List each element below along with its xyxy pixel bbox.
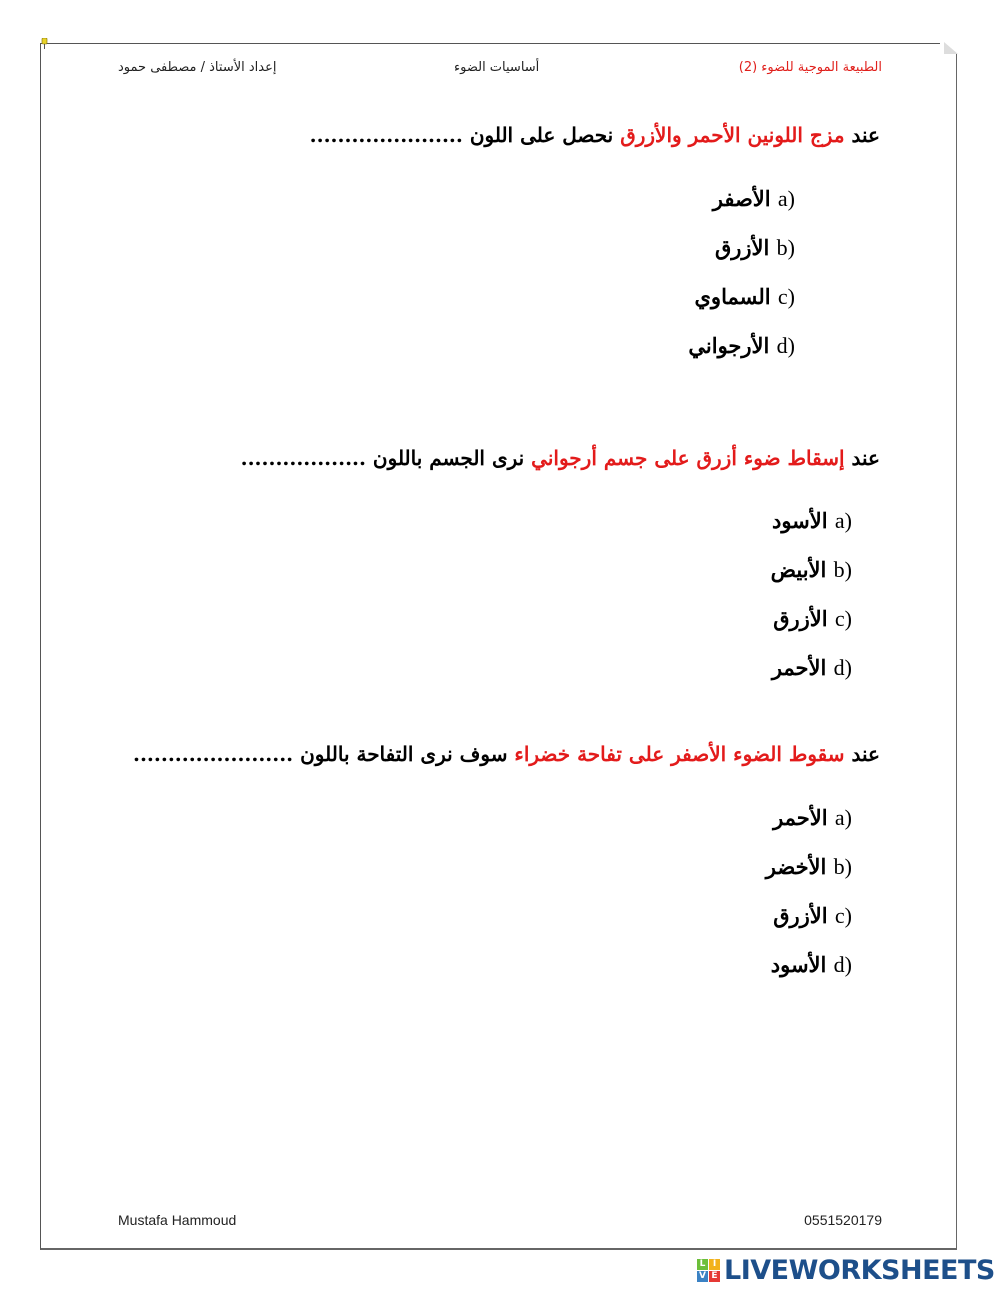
option-label: a) [834,805,852,830]
worksheet-topic: أساسيات الضوء [454,60,540,75]
question-blank[interactable]: سوف نرى التفاحة باللون ....................... [133,742,515,766]
question-blank[interactable]: نرى الجسم باللون .................. [240,446,532,470]
footer-phone: 0551520179 [804,1212,882,1228]
option-d[interactable] [766,940,852,989]
live-letter: V [697,1271,708,1282]
question-2-options [771,496,852,692]
option-b[interactable] [766,842,852,891]
option-label: a) [834,508,852,533]
live-badge-icon [697,1259,720,1282]
option-label: b) [776,235,795,260]
option-label: b) [833,557,852,582]
option-text: الأبيض [770,557,827,582]
option-text: الأزرق [773,606,828,631]
option-text: الأسود [771,508,828,533]
option-label: c) [834,606,852,631]
live-letter: I [709,1259,720,1270]
pin-icon [41,38,48,49]
option-text: الأزرق [773,903,828,928]
worksheet-title: الطبيعة الموجية للضوء (2) [738,60,882,75]
option-c[interactable] [688,272,795,321]
option-label: a) [777,186,795,211]
option-label: c) [777,284,795,309]
question-3 [133,742,880,766]
question-highlight: إسقاط ضوء أزرق على جسم أرجواني [531,446,845,470]
option-label: d) [833,952,852,977]
question-blank[interactable]: نحصل على اللون ...................... [309,123,621,147]
footer-author-name: Mustafa Hammoud [118,1212,237,1228]
option-label: d) [833,655,852,680]
option-c[interactable] [766,891,852,940]
live-letter: E [709,1271,720,1282]
question-prefix: عند [844,742,880,766]
option-c[interactable] [771,594,852,643]
option-text: الأسود [770,952,827,977]
question-prefix: عند [844,123,880,147]
question-3-options [766,793,852,989]
option-d[interactable] [771,643,852,692]
option-d[interactable] [688,321,795,370]
option-label: d) [776,333,795,358]
option-text: الأصفر [712,186,771,211]
question-highlight: مزج اللونين الأحمر والأزرق [620,123,845,147]
option-label: c) [834,903,852,928]
option-text: السماوي [694,284,771,309]
option-b[interactable] [771,545,852,594]
question-prefix: عند [844,446,880,470]
live-letter: L [697,1259,708,1270]
option-text: الأحمر [773,805,828,830]
option-b[interactable] [688,223,795,272]
page-fold-corner [940,42,958,54]
worksheet-author: إعداد الأستاذ / مصطفى حمود [118,60,277,75]
option-text: الأحمر [771,655,827,680]
question-1 [310,123,880,147]
question-highlight: سقوط الضوء الأصفر على تفاحة خضراء [514,742,845,766]
option-a[interactable] [771,496,852,545]
option-label: b) [833,854,852,879]
option-a[interactable] [766,793,852,842]
question-1-options [688,174,795,370]
option-a[interactable] [688,174,795,223]
liveworksheets-logo[interactable] [697,1255,995,1285]
option-text: الأخضر [765,854,827,879]
option-text: الأزرق [714,235,770,260]
brand-text: LIVEWORKSHEETS [724,1254,995,1286]
question-2 [241,446,880,470]
option-text: الأرجواني [688,333,770,358]
